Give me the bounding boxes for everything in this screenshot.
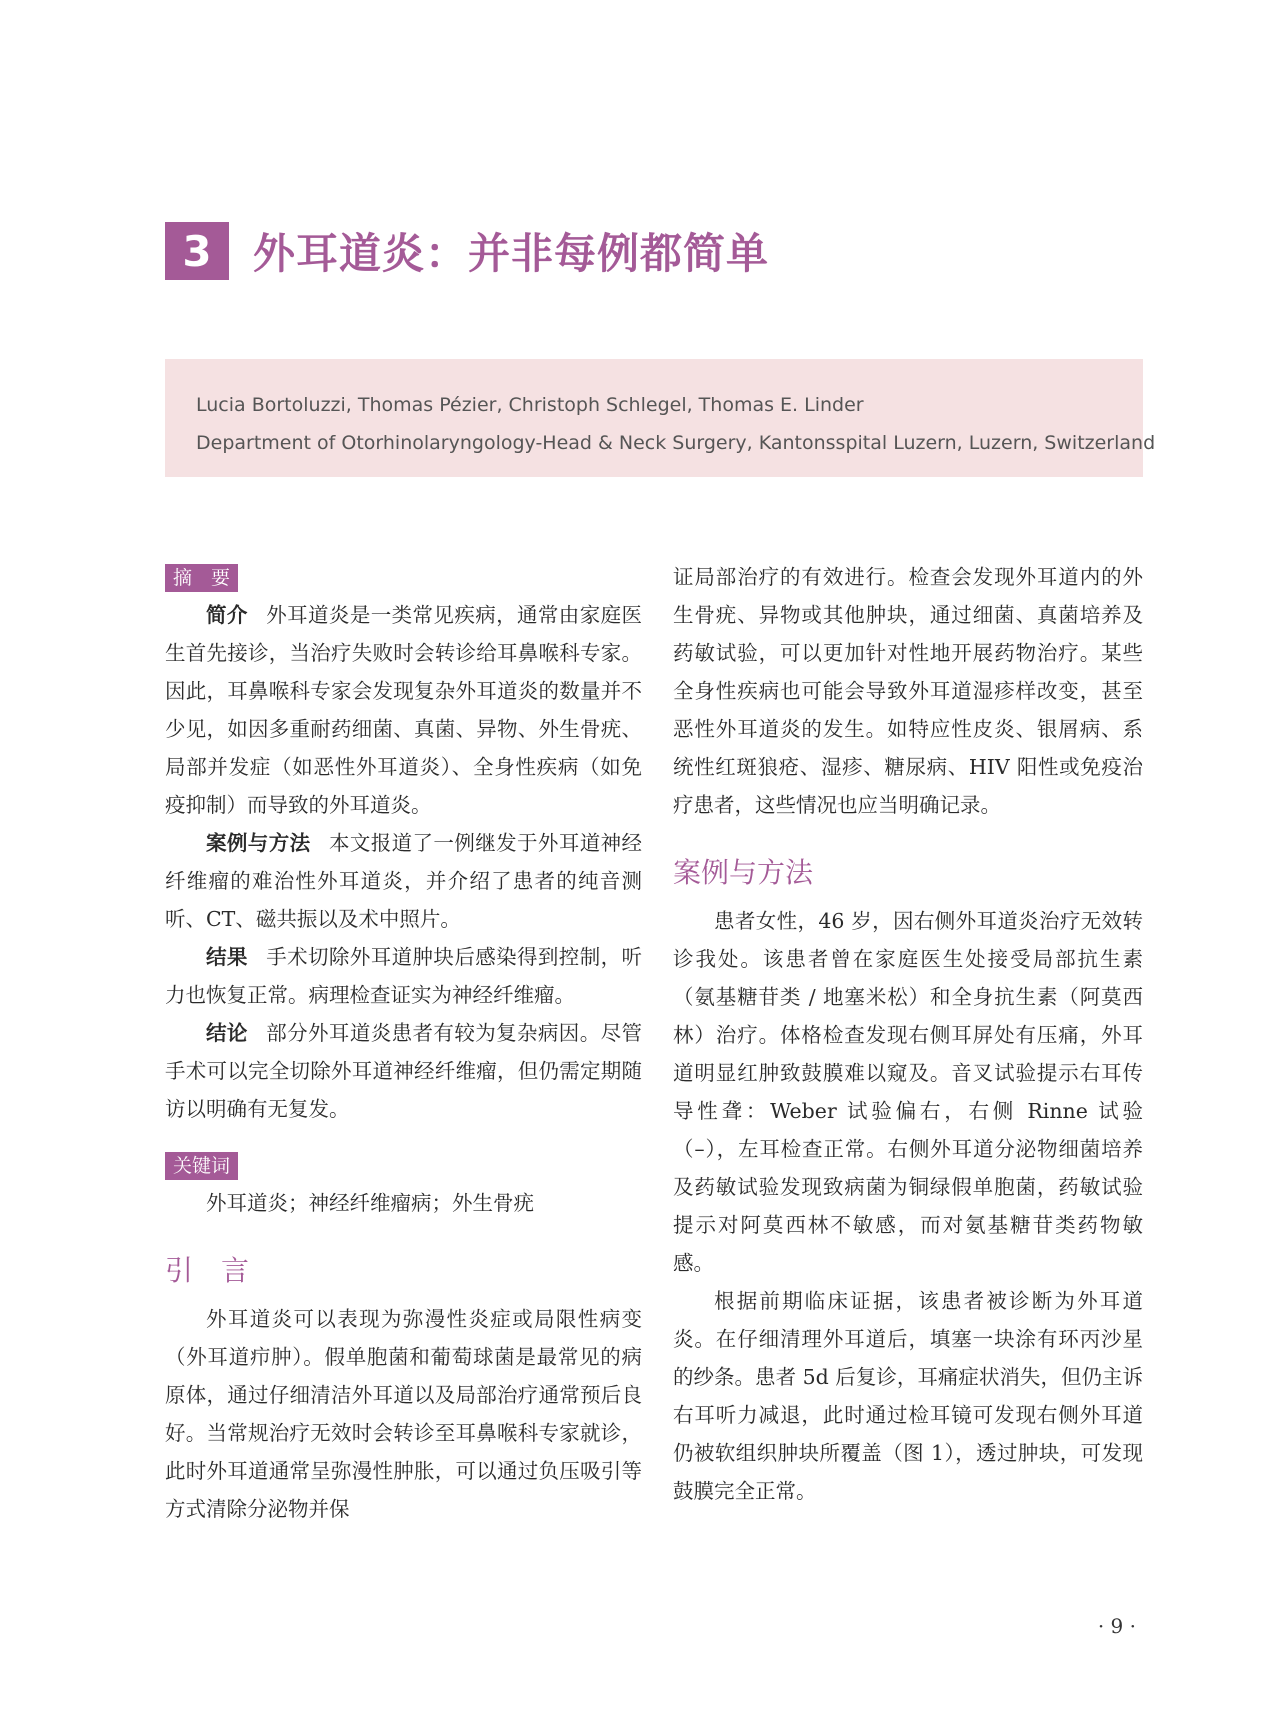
case-paragraph-1: 患者女性，46 岁，因右侧外耳道炎治疗无效转诊我处。该患者曾在家庭医生处接受局部抗生素（氨基糖苷类 / 地塞米松）和全身抗生素（阿莫西林）治疗。体格检查发现右侧耳屏处有压痛，外耳道明显红肿致鼓膜难以窥及。音叉试验提示右耳传导性聋：Weber 试验偏右，右侧 Rinne 试验（–），左耳检查正常。右侧外耳道分泌物细菌培养及药敏试验发现致病菌为铜绿假单胞菌，药敏试验提示对阿莫西林不敏感，而对氨基糖苷类药物敏感。 — [673, 909, 1143, 1275]
abstract-intro — [165, 596, 642, 824]
case-paragraph-2: 根据前期临床证据，该患者被诊断为外耳道炎。在仔细清理外耳道后，填塞一块涂有环丙沙星的纱条。患者 5d 后复诊，耳痛症状消失，但仍主诉右耳听力减退，此时通过检耳镜可发现右侧外耳道仍被软组织肿块所覆盖（图 1），透过肿块，可发现鼓膜完全正常。 — [673, 1289, 1143, 1503]
keywords-tag: 关键词 — [165, 1152, 238, 1180]
abstract-methods — [165, 824, 642, 938]
case-heading: 案例与方法 — [673, 856, 814, 889]
chapter-header — [165, 222, 769, 280]
abstract-results-label: 结果 — [206, 945, 248, 969]
author-box — [165, 359, 1156, 477]
abstract-results-text: 手术切除外耳道肿块后感染得到控制，听力也恢复正常。病理检查证实为神经纤维瘤。 — [165, 945, 642, 1007]
abstract-methods-label: 案例与方法 — [206, 831, 311, 855]
abstract-intro-label: 简介 — [206, 603, 248, 627]
right-column — [673, 558, 1143, 1510]
intro-paragraph: 外耳道炎可以表现为弥漫性炎症或局限性病变（外耳道疖肿）。假单胞菌和葡萄球菌是最常见的病原体，通过仔细清洁外耳道以及局部治疗通常预后良好。当常规治疗无效时会转诊至耳鼻喉科专家就诊，此时外耳道通常呈弥漫性肿胀，可以通过负压吸引等方式清除分泌物并保 — [165, 1307, 642, 1521]
author-affiliation: Department of Otorhinolaryngology-Head & Neck Surgery, Kantonsspital Luzern, Luzern, Switzerland — [196, 432, 1156, 454]
chapter-number: 3 — [165, 222, 229, 280]
chapter-title: 外耳道炎：并非每例都简单 — [253, 229, 770, 278]
page-number: · 9 · — [1097, 1614, 1136, 1638]
abstract-conclusion-text: 部分外耳道炎患者有较为复杂病因。尽管手术可以完全切除外耳道神经纤维瘤，但仍需定期随访以明确有无复发。 — [165, 1021, 642, 1121]
abstract-results — [165, 938, 642, 1014]
abstract-intro-text: 外耳道炎是一类常见疾病，通常由家庭医生首先接诊，当治疗失败时会转诊给耳鼻喉科专家。因此，耳鼻喉科专家会发现复杂外耳道炎的数量并不少见，如因多重耐药细菌、真菌、异物、外生骨疣、局部并发症（如恶性外耳道炎）、全身性疾病（如免疫抑制）而导致的外耳道炎。 — [165, 603, 642, 817]
abstract-conclusion — [165, 1014, 642, 1128]
author-names: Lucia Bortoluzzi, Thomas Pézier, Christoph Schlegel, Thomas E. Linder — [196, 394, 864, 416]
abstract-tag: 摘 要 — [165, 564, 238, 592]
abstract-conclusion-label: 结论 — [206, 1021, 248, 1045]
intro-continued: 证局部治疗的有效进行。检查会发现外耳道内的外生骨疣、异物或其他肿块，通过细菌、真菌培养及药敏试验，可以更加针对性地开展药物治疗。某些全身性疾病也可能会导致外耳道湿疹样改变，甚至恶性外耳道炎的发生。如特应性皮炎、银屑病、系统性红斑狼疮、湿疹、糖尿病、HIV 阳性或免疫治疗患者，这些情况也应当明确记录。 — [673, 565, 1143, 817]
abstract-methods-text: 本文报道了一例继发于外耳道神经纤维瘤的难治性外耳道炎，并介绍了患者的纯音测听、CT、磁共振以及术中照片。 — [165, 831, 643, 931]
left-column — [165, 558, 642, 1528]
intro-heading: 引 言 — [165, 1254, 250, 1287]
keywords-text: 外耳道炎；神经纤维瘤病；外生骨疣 — [206, 1191, 534, 1215]
